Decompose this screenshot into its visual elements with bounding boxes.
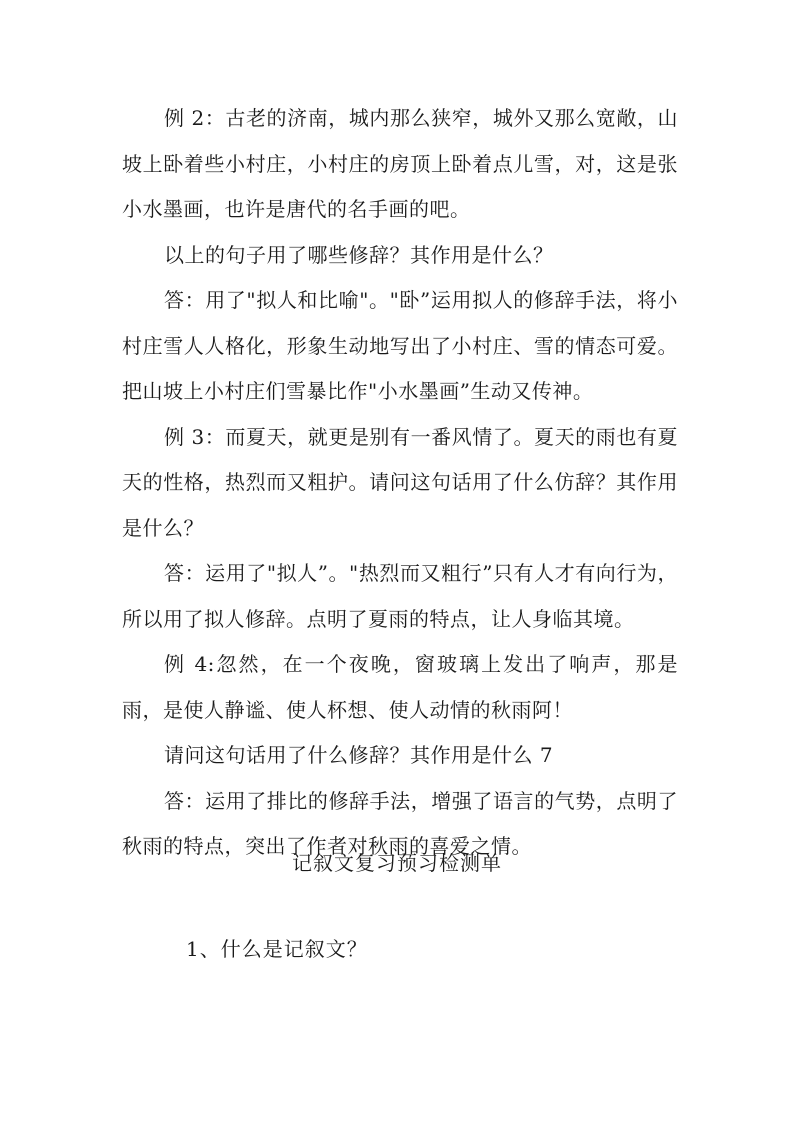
question-1: 1、什么是记叙文？: [186, 937, 368, 961]
paragraph-answer-4: 答：运用了排比的修辞手法，增强了语言的气势，点明了秋雨的特点，突出了作者对秋雨的喜爱之情。: [122, 788, 678, 858]
paragraph-example-2: 例 2：古老的济南，城内那么狭窄，城外又那么宽敞，山坡上卧着些小村庄，小村庄的房顶上卧着点儿雪，对，这是张小水墨画，也许是唐代的名手画的吧。: [122, 106, 678, 221]
body-text: [122, 96, 678, 870]
paragraph-answer-3: 答：运用了"拟人”。"热烈而又粗行”只有人才有向行为，所以用了拟人修辞。点明了夏雨的特点，让人身临其境。: [122, 561, 678, 631]
paragraph-question-4: 请问这句话用了什么修辞？其作用是什么 7: [164, 743, 554, 767]
section-title: 记叙文复习预习检测单: [292, 851, 502, 875]
paragraph-question-2: 以上的句子用了哪些修辞？其作用是什么？: [164, 242, 554, 267]
paragraph-example-3: 例 3：而夏天，就更是别有一番风情了。夏天的雨也有夏天的性格，热烈而又粗护。请问这句话用了什么仿辞？其作用是什么？: [122, 424, 678, 540]
paragraph-answer-2: 答：用了"拟人和比喻"。"卧”运用拟人的修辞手法，将小村庄雪人人格化，形象生动地写出了小村庄、雪的情态可爱。把山坡上小村庄们雪暴比作"小水墨画”生动又传神。: [122, 288, 678, 403]
paragraph-example-4: 例 4:忽然，在一个夜晚，窗玻璃上发出了响声，那是雨，是使人静谧、使人杯想、使人动情的秋雨阿！: [122, 652, 678, 722]
